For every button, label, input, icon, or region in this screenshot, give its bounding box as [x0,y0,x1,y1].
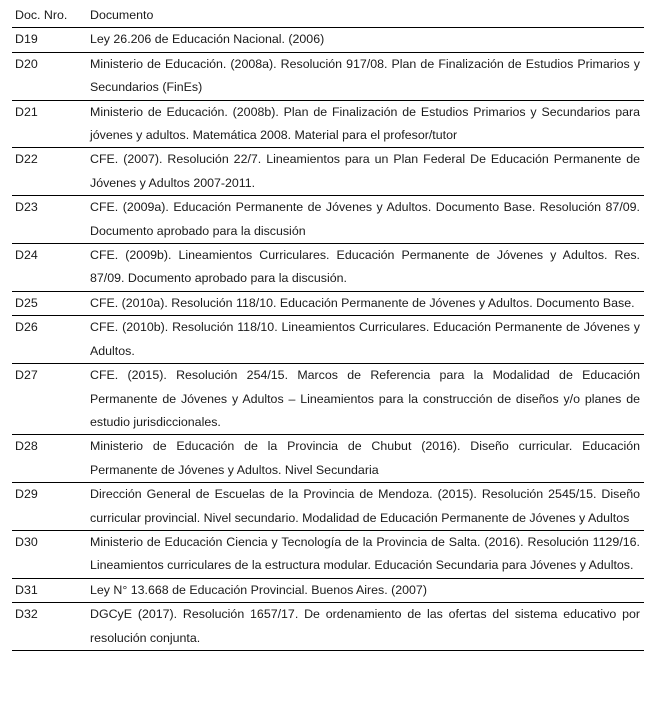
doc-number: D20 [12,52,88,100]
document-citation: Ministerio de Educación. (2008b). Plan de Finalización de Estudios Primarios y Secundarios para jóvenes y adultos. Matemática 2008. Material para el profesor/tutor [88,100,644,148]
table-row [12,364,644,435]
document-citation: Ministerio de Educación de la Provincia de Chubut (2016). Diseño curricular. Educación Permanente de Jóvenes y Adultos. Nivel Secundaria [88,435,644,483]
table-row [12,603,644,651]
table-row [12,483,644,531]
table-header-row [12,3,644,28]
table-row [12,100,644,148]
doc-number: D28 [12,435,88,483]
doc-number: D31 [12,578,88,602]
document-citation: CFE. (2009b). Lineamientos Curriculares. Educación Permanente de Jóvenes y Adultos. Res. 87/09. Documento aprobado para la discusión. [88,244,644,292]
document-citation: Ley N° 13.668 de Educación Provincial. Buenos Aires. (2007) [88,578,644,602]
table-row [12,52,644,100]
table-row [12,148,644,196]
table-row [12,196,644,244]
document-citation: CFE. (2015). Resolución 254/15. Marcos de Referencia para la Modalidad de Educación Permanente de Jóvenes y Adultos – Lineamientos para la construcción de diseños y/o planes de estudio jurisdiccionales. [88,364,644,435]
document-citation: CFE. (2007). Resolución 22/7. Lineamientos para un Plan Federal De Educación Permanente de Jóvenes y Adultos 2007-2011. [88,148,644,196]
doc-number: D21 [12,100,88,148]
doc-number: D29 [12,483,88,531]
doc-number: D30 [12,530,88,578]
header-doc-number: Doc. Nro. [12,3,88,28]
document-citation: CFE. (2010b). Resolución 118/10. Lineamientos Curriculares. Educación Permanente de Jóvenes y Adultos. [88,316,644,364]
doc-number: D32 [12,603,88,651]
table-row [12,316,644,364]
documents-table [12,3,644,651]
doc-number: D23 [12,196,88,244]
doc-number: D27 [12,364,88,435]
table-row [12,435,644,483]
document-citation: Ley 26.206 de Educación Nacional. (2006) [88,28,644,52]
document-citation: Ministerio de Educación Ciencia y Tecnología de la Provincia de Salta. (2016). Resolución 1129/16. Lineamientos curriculares de la estructura modular. Educación Secundaria para Jóvenes y Adultos. [88,530,644,578]
table-row [12,244,644,292]
doc-number: D24 [12,244,88,292]
table-row [12,578,644,602]
doc-number: D19 [12,28,88,52]
document-citation: Ministerio de Educación. (2008a). Resolución 917/08. Plan de Finalización de Estudios Primarios y Secundarios (FinEs) [88,52,644,100]
doc-number: D25 [12,291,88,315]
document-citation: Dirección General de Escuelas de la Provincia de Mendoza. (2015). Resolución 2545/15. Diseño curricular provincial. Nivel secundario. Modalidad de Educación Permanente de Jóvenes y Adultos [88,483,644,531]
header-document: Documento [88,3,644,28]
document-citation: DGCyE (2017). Resolución 1657/17. De ordenamiento de las ofertas del sistema educativo por resolución conjunta. [88,603,644,651]
document-citation: CFE. (2010a). Resolución 118/10. Educación Permanente de Jóvenes y Adultos. Documento Base. [88,291,644,315]
table-row [12,28,644,52]
doc-number: D22 [12,148,88,196]
doc-number: D26 [12,316,88,364]
table-row [12,530,644,578]
table-row [12,291,644,315]
document-citation: CFE. (2009a). Educación Permanente de Jóvenes y Adultos. Documento Base. Resolución 87/09. Documento aprobado para la discusión [88,196,644,244]
